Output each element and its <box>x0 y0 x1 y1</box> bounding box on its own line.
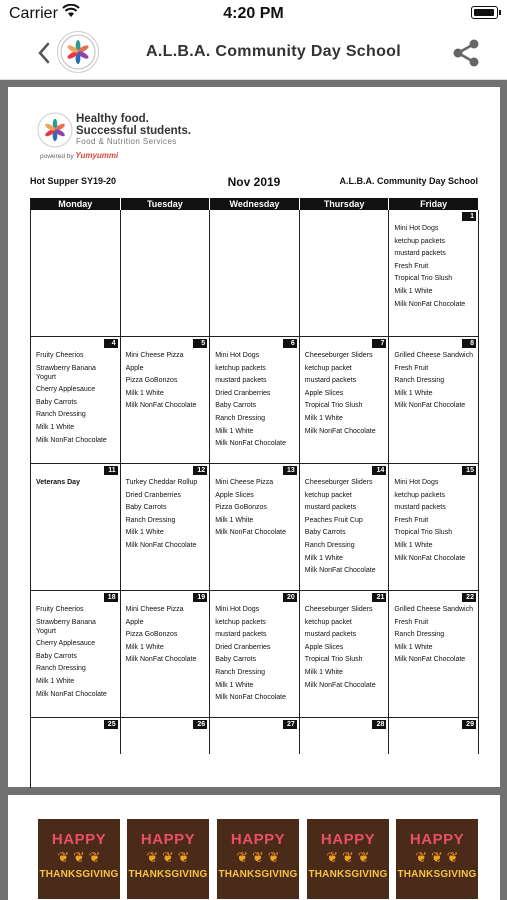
menu-item: Cherry Applesauce <box>36 640 96 648</box>
thumbnail-title: HAPPY <box>51 831 107 848</box>
menu-item: Peaches Fruit Cup <box>304 516 363 524</box>
menu-school-name: A.L.B.A. Community Day School <box>339 176 478 186</box>
calendar-week <box>31 337 479 464</box>
menu-item: ketchup packet <box>304 491 352 499</box>
thanksgiving-thumbnail[interactable] <box>38 819 120 899</box>
day-number: 11 <box>104 466 118 475</box>
menu-item: Apple Slices <box>304 389 344 397</box>
calendar-day <box>210 464 300 590</box>
battery-icon <box>471 6 498 19</box>
calendar-week <box>31 210 479 337</box>
menu-item: Ranch Dressing <box>36 665 86 673</box>
menu-item: Fresh Fruit <box>394 364 429 372</box>
calendar-day <box>121 718 211 754</box>
menu-item: Ranch Dressing <box>215 668 265 676</box>
calendar-day <box>121 210 211 336</box>
menu-item: Dried Cranberries <box>215 643 271 651</box>
menu-item: Tropical Trio Slush <box>394 529 453 537</box>
menu-item: Milk NonFat Chocolate <box>394 554 466 562</box>
menu-item: Fruity Cheerios <box>36 606 84 613</box>
menu-item: ketchup packets <box>394 237 445 245</box>
thumbnail-subtitle: THANKSGIVING <box>218 869 298 880</box>
menu-item: Milk 1 White <box>215 516 254 524</box>
menu-item: Baby Carrots <box>304 529 346 537</box>
menu-item: Mini Cheese Pizza <box>125 352 184 359</box>
share-icon[interactable] <box>449 36 483 70</box>
brand-line-2: Successful students. <box>76 125 192 137</box>
menu-item: Dried Cranberries <box>125 491 181 499</box>
menu-item: Mini Cheese Pizza <box>215 479 274 486</box>
leaves-icon: ❦ ❦ ❦ <box>57 849 101 865</box>
calendar-day <box>300 718 390 754</box>
menu-item: Milk NonFat Chocolate <box>304 567 376 575</box>
brand-subtitle: Food & Nutrition Services <box>76 137 177 146</box>
menu-thumbnail-strip <box>8 795 500 900</box>
menu-document[interactable] <box>8 87 500 787</box>
day-number: 15 <box>462 466 476 475</box>
carrier-label: Carrier <box>9 5 58 22</box>
thumbnail-subtitle: THANKSGIVING <box>39 869 119 880</box>
menu-item: Milk NonFat Chocolate <box>125 656 197 664</box>
menu-item: ketchup packets <box>394 491 445 499</box>
menu-item: Strawberry Banana Yogurt <box>36 618 96 635</box>
day-number: 21 <box>372 593 386 602</box>
calendar-day <box>31 591 121 717</box>
calendar-day <box>121 337 211 463</box>
menu-item: Grilled Cheese Sandwich <box>394 606 473 613</box>
menu-item: Milk 1 White <box>36 423 75 431</box>
day-number: 14 <box>372 466 386 475</box>
brand-tagline <box>76 113 191 137</box>
menu-item: Tropical Trio Slush <box>394 275 453 283</box>
calendar-day <box>389 464 479 590</box>
menu-item: Milk 1 White <box>215 427 254 435</box>
day-number: 6 <box>283 339 297 348</box>
calendar-day <box>121 591 211 717</box>
calendar-day <box>31 718 121 754</box>
menu-item: Milk 1 White <box>394 287 433 295</box>
menu-item: mustard packets <box>304 631 357 639</box>
leaves-icon: ❦ ❦ ❦ <box>146 849 190 865</box>
menu-item: Mini Cheese Pizza <box>125 606 184 613</box>
thumbnail-title: HAPPY <box>409 831 465 848</box>
menu-item: Fresh Fruit <box>394 516 429 524</box>
leaves-icon: ❦ ❦ ❦ <box>415 849 459 865</box>
menu-item: Baby Carrots <box>36 652 77 660</box>
thumbnail-title: HAPPY <box>140 831 196 848</box>
calendar-day <box>389 591 479 717</box>
day-number: 20 <box>283 593 297 602</box>
thumbnail-subtitle: THANKSGIVING <box>308 869 388 880</box>
menu-item: Mini Hot Dogs <box>215 606 260 613</box>
menu-item: Milk NonFat Chocolate <box>394 300 466 308</box>
thanksgiving-thumbnail[interactable] <box>217 819 299 899</box>
calendar-day <box>300 591 390 717</box>
calendar-week <box>31 464 479 591</box>
menu-item: Strawberry Banana Yogurt <box>36 364 96 381</box>
menu-item: Milk NonFat Chocolate <box>125 541 197 549</box>
leaves-icon: ❦ ❦ ❦ <box>236 849 280 865</box>
calendar-week <box>31 718 479 754</box>
menu-item: Milk 1 White <box>304 668 343 676</box>
menu-item: ketchup packets <box>215 618 266 626</box>
calendar-day <box>31 210 121 336</box>
menu-item: Cheeseburger Sliders <box>304 479 373 486</box>
menu-item: Milk 1 White <box>125 643 164 651</box>
calendar-day <box>31 337 121 463</box>
thumbnail-subtitle: THANKSGIVING <box>128 869 208 880</box>
menu-item: Mini Hot Dogs <box>215 352 260 359</box>
calendar-day <box>300 337 390 463</box>
menu-item: Cherry Applesauce <box>36 386 96 394</box>
menu-item: Milk 1 White <box>304 414 343 422</box>
menu-item: mustard packets <box>394 250 446 258</box>
weekday-tuesday: Tuesday <box>121 198 211 210</box>
menu-item: Milk 1 White <box>304 554 343 562</box>
navigation-bar <box>0 28 507 80</box>
day-number: 7 <box>372 339 386 348</box>
brand-block <box>36 111 236 161</box>
menu-item: mustard packets <box>215 631 267 639</box>
page-title: A.L.B.A. Community Day School <box>146 43 401 60</box>
thanksgiving-thumbnail[interactable] <box>127 819 209 899</box>
menu-item: Mini Hot Dogs <box>394 225 439 232</box>
calendar-day <box>210 337 300 463</box>
menu-item: Fresh Fruit <box>394 262 429 270</box>
day-number: 22 <box>462 593 476 602</box>
menu-item: Baby Carrots <box>215 656 257 664</box>
menu-item: ketchup packet <box>304 618 352 626</box>
calendar-day <box>300 210 390 336</box>
menu-item: Milk NonFat Chocolate <box>394 656 466 664</box>
menu-item: Tropical Trio Slush <box>304 402 363 410</box>
menu-month: Nov 2019 <box>227 175 281 189</box>
weekday-friday: Friday <box>389 198 479 210</box>
menu-item: ketchup packets <box>215 364 266 372</box>
calendar-day <box>389 337 479 463</box>
menu-item: Milk 1 White <box>125 389 164 397</box>
menu-item: Grilled Cheese Sandwich <box>394 352 473 359</box>
menu-item: Milk NonFat Chocolate <box>304 681 376 689</box>
day-number: 28 <box>372 720 386 729</box>
menu-item: Apple Slices <box>215 491 254 499</box>
calendar-body <box>31 210 479 754</box>
menu-item: Milk NonFat Chocolate <box>36 690 107 698</box>
calendar-day <box>31 464 121 590</box>
menu-item: Milk 1 White <box>394 389 433 397</box>
menu-item: Milk NonFat Chocolate <box>394 402 466 410</box>
menu-item: Pizza GoBonzos <box>125 377 178 385</box>
status-bar <box>0 0 507 28</box>
calendar-day <box>210 210 300 336</box>
menu-item: mustard packets <box>304 377 357 385</box>
menu-item: Milk NonFat Chocolate <box>215 529 286 537</box>
menu-item: mustard packets <box>215 377 267 385</box>
menu-item: Fruity Cheerios <box>36 352 84 359</box>
menu-item: Milk NonFat Chocolate <box>215 694 286 702</box>
menu-item: Dried Cranberries <box>215 389 271 397</box>
menu-item: Ranch Dressing <box>394 377 445 385</box>
day-number: 19 <box>193 593 207 602</box>
menu-item: Milk NonFat Chocolate <box>125 402 197 410</box>
brand-line-1: Healthy food. <box>76 113 149 125</box>
calendar-day <box>210 591 300 717</box>
calendar-day <box>210 718 300 754</box>
menu-item: Baby Carrots <box>215 402 257 410</box>
menu-item: Milk 1 White <box>215 681 254 689</box>
day-number: 1 <box>462 212 476 221</box>
menu-item: Ranch Dressing <box>36 411 86 419</box>
menu-program-label: Hot Supper SY19-20 <box>30 176 117 186</box>
menu-item: Mini Hot Dogs <box>394 479 439 486</box>
menu-item: Ranch Dressing <box>215 414 265 422</box>
menu-item: Milk 1 White <box>394 541 433 549</box>
day-number: 13 <box>283 466 297 475</box>
menu-calendar <box>30 198 479 788</box>
menu-item: Turkey Cheddar Rollup <box>125 479 198 486</box>
menu-item: Apple Slices <box>304 643 344 651</box>
thanksgiving-thumbnail[interactable] <box>396 819 478 899</box>
calendar-weekday-header <box>31 198 479 210</box>
thumbnail-title: HAPPY <box>320 831 376 848</box>
district-logo <box>36 111 74 149</box>
calendar-day <box>121 464 211 590</box>
leaves-icon: ❦ ❦ ❦ <box>326 849 370 865</box>
menu-item: Ranch Dressing <box>304 541 355 549</box>
day-number: 26 <box>193 720 207 729</box>
menu-item: Apple <box>125 364 144 372</box>
menu-item: ketchup packet <box>304 364 352 372</box>
day-number: 5 <box>193 339 207 348</box>
menu-item: Fresh Fruit <box>394 618 429 626</box>
powered-by <box>40 151 118 160</box>
menu-item: Baby Carrots <box>36 398 77 406</box>
menu-item: Cheeseburger Sliders <box>304 352 373 359</box>
menu-item: Cheeseburger Sliders <box>304 606 373 613</box>
menu-item: Baby Carrots <box>125 504 167 512</box>
menu-item: Milk 1 White <box>394 643 433 651</box>
menu-item: Milk 1 White <box>125 529 164 537</box>
menu-item: Pizza GoBonzos <box>125 631 178 639</box>
day-number: 29 <box>462 720 476 729</box>
menu-item: Veterans Day <box>36 479 80 486</box>
menu-item: Milk NonFat Chocolate <box>36 436 107 444</box>
menu-item: Apple <box>125 618 144 626</box>
calendar-day <box>389 718 479 754</box>
menu-item: Milk 1 White <box>36 677 75 685</box>
day-number: 18 <box>104 593 118 602</box>
menu-item: Milk NonFat Chocolate <box>215 440 286 448</box>
menu-item: Ranch Dressing <box>394 631 445 639</box>
menu-item: mustard packets <box>394 504 446 512</box>
status-time: 4:20 PM <box>223 5 284 22</box>
menu-item: mustard packets <box>304 504 357 512</box>
calendar-week <box>31 591 479 718</box>
day-number: 8 <box>462 339 476 348</box>
menu-item: Milk NonFat Chocolate <box>304 427 376 435</box>
day-number: 12 <box>193 466 207 475</box>
day-number: 27 <box>283 720 297 729</box>
menu-item: Pizza GoBonzos <box>215 504 267 512</box>
day-number: 4 <box>104 339 118 348</box>
thanksgiving-thumbnail[interactable] <box>307 819 389 899</box>
weekday-monday: Monday <box>31 198 121 210</box>
calendar-day <box>389 210 479 336</box>
calendar-day <box>300 464 390 590</box>
weekday-wednesday: Wednesday <box>210 198 300 210</box>
day-number: 25 <box>104 720 118 729</box>
menu-item: Ranch Dressing <box>125 516 176 524</box>
weekday-thursday: Thursday <box>300 198 390 210</box>
thumbnail-title: HAPPY <box>230 831 286 848</box>
powered-by-label: powered by <box>40 153 74 160</box>
powered-by-brand: Yumyummi <box>75 151 119 160</box>
thumbnail-subtitle: THANKSGIVING <box>397 869 477 880</box>
menu-item: Tropical Trio Slush <box>304 656 363 664</box>
